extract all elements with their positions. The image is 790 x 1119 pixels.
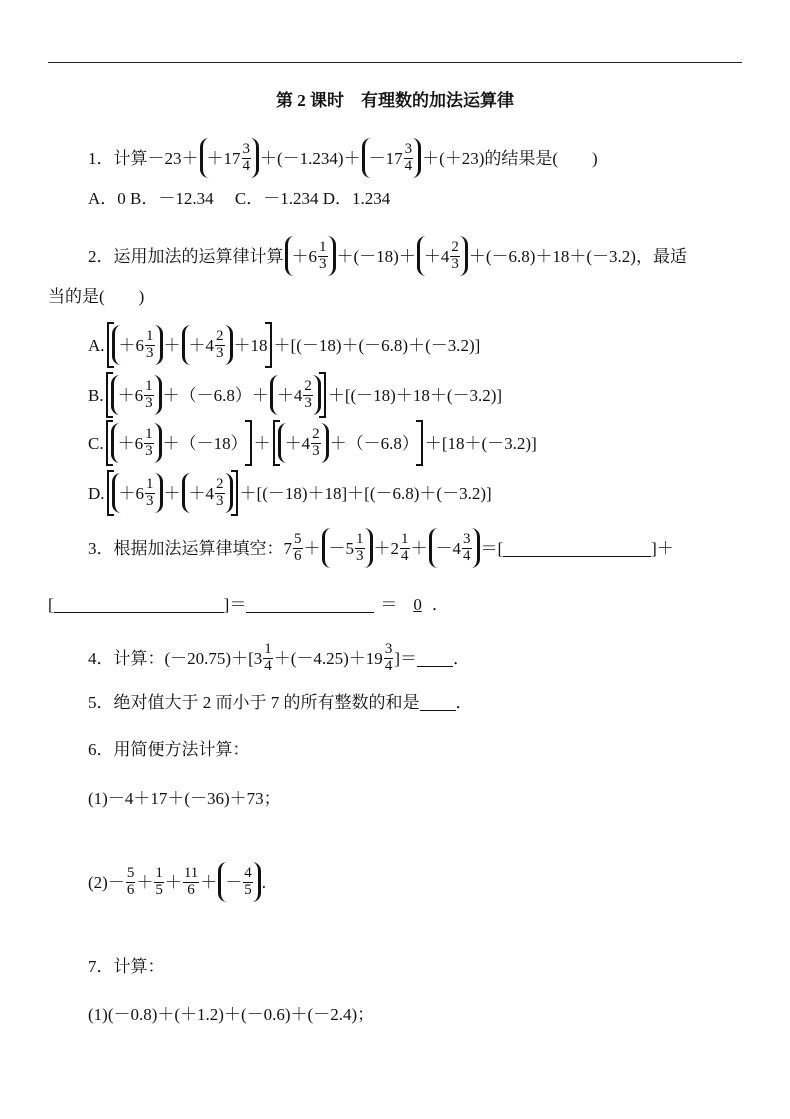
bracket-group: ＋6 $\frac{1}{3}$ ＋（－6.8）＋ ＋4 $\frac{2}{3}$ bbox=[106, 372, 326, 418]
fraction: $\frac{11}{6}$ bbox=[183, 864, 199, 898]
paren-group: ＋4 $\frac{2}{3}$ bbox=[417, 236, 468, 276]
answer-blank[interactable] bbox=[417, 650, 453, 667]
question-1: 1．计算－23＋ ＋17 $\frac{3}{4}$ ＋(－1.234)＋ －17 $\frac{3}{4}$ ＋(＋23)的结果是( ) bbox=[88, 138, 598, 178]
fraction: $\frac{1}{3}$ bbox=[319, 238, 327, 272]
bracket-group: ＋4 $\frac{2}{3}$ ＋（－6.8） bbox=[273, 420, 423, 466]
paren-group: ＋6 $\frac{1}{3}$ bbox=[285, 236, 336, 276]
answer-blank[interactable] bbox=[246, 596, 374, 613]
fraction: $\frac{2}{3}$ bbox=[451, 238, 459, 272]
fraction: $\frac{1}{4}$ bbox=[264, 641, 272, 674]
paren-group: ＋4 $\frac{2}{3}$ bbox=[278, 423, 329, 463]
question-1-options: A．0 B．－12.34 C．－1.234 D．1.234 bbox=[88, 189, 391, 208]
paren-group: ＋4 $\frac{2}{3}$ bbox=[182, 325, 233, 365]
paren-group: ＋17 $\frac{3}{4}$ bbox=[200, 138, 260, 178]
bracket-group: ＋6 $\frac{1}{3}$ ＋ ＋4 $\frac{2}{3}$ ＋18 bbox=[107, 322, 272, 368]
fraction: $\frac{3}{4}$ bbox=[242, 140, 250, 174]
paren-group: －17 $\frac{3}{4}$ bbox=[362, 138, 422, 178]
answer-blank[interactable] bbox=[420, 694, 456, 711]
bracket-group: ＋6 $\frac{1}{3}$ ＋ ＋4 $\frac{2}{3}$ bbox=[107, 470, 238, 516]
page-title: 第 2 课时 有理数的加法运算律 bbox=[276, 91, 514, 110]
question-5: 5．绝对值大于 2 而小于 7 的所有整数的和是 ． bbox=[88, 693, 473, 712]
paren-group: ＋6 $\frac{1}{3}$ bbox=[111, 375, 162, 415]
paren-group: ＋4 $\frac{2}{3}$ bbox=[182, 473, 233, 513]
paren-group: －4 $\frac{3}{4}$ bbox=[429, 528, 480, 568]
question-2-line2: 当的是( ) bbox=[48, 287, 145, 306]
paren-group: －5 $\frac{1}{3}$ bbox=[322, 528, 373, 568]
question-7-part-1: (1)(－0.8)＋(＋1.2)＋(－0.6)＋(－2.4)； bbox=[88, 1005, 375, 1024]
question-7: 7．计算： bbox=[88, 957, 165, 976]
question-2-option-c: C. ＋6 $\frac{1}{3}$ ＋（－18） ＋ ＋4 $\frac{2}{3}$ ＋（－6.8） ＋[18＋(－3.2)] bbox=[88, 420, 537, 466]
question-2-option-a: A. ＋6 $\frac{1}{3}$ ＋ ＋4 $\frac{2}{3}$ ＋18 ＋[(－18)＋(－6.8)＋(－3.2)] bbox=[88, 322, 480, 368]
fraction: $\frac{5}{6}$ bbox=[126, 864, 135, 898]
paren-group: ＋6 $\frac{1}{3}$ bbox=[111, 423, 162, 463]
question-6-part-2: (2)－ $\frac{5}{6}$ ＋ $\frac{1}{5}$ ＋ $\frac{11}{6}$ ＋ － $\frac{4}{5}$ . bbox=[88, 862, 266, 902]
header-rule bbox=[48, 62, 742, 63]
question-3: 3．根据加法运算律填空： 7 $\frac{5}{6}$ ＋ －5 $\frac{1}{3}$ ＋ 2 $\frac{1}{4}$ ＋ －4 $\frac{3}{4}$ ＝[ ]＋ bbox=[88, 528, 674, 568]
fraction: $\frac{3}{4}$ bbox=[384, 641, 393, 674]
answer-blank[interactable] bbox=[503, 540, 651, 557]
fraction: $\frac{5}{6}$ bbox=[294, 530, 302, 564]
question-3-line2: [ ]＝ ＝ 0 ． bbox=[48, 595, 449, 614]
paren-group: － $\frac{4}{5}$ bbox=[218, 862, 261, 902]
bracket-group: ＋6 $\frac{1}{3}$ ＋（－18） bbox=[106, 420, 252, 466]
question-2-option-d: D. ＋6 $\frac{1}{3}$ ＋ ＋4 $\frac{2}{3}$ ＋[(－18)＋18]＋[(－6.8)＋(－3.2)] bbox=[88, 470, 492, 516]
fraction: $\frac{1}{5}$ bbox=[155, 864, 163, 898]
question-2: 2．运用加法的运算律计算 ＋6 $\frac{1}{3}$ ＋(－18)＋ ＋4 $\frac{2}{3}$ ＋(－6.8)＋18＋(－3.2)，最适 bbox=[88, 236, 687, 276]
question-6: 6．用简便方法计算： bbox=[88, 740, 250, 759]
question-4: 4．计算：(－20.75)＋[3 $\frac{1}{4}$ ＋(－4.25)＋19 $\frac{3}{4}$ ]＝ ． bbox=[88, 641, 470, 674]
question-6-part-1: (1)－4＋17＋(－36)＋73； bbox=[88, 789, 281, 808]
fraction: $\frac{3}{4}$ bbox=[404, 140, 413, 174]
paren-group: ＋4 $\frac{2}{3}$ bbox=[270, 375, 321, 415]
paren-group: ＋6 $\frac{1}{3}$ bbox=[112, 473, 163, 513]
fraction: $\frac{1}{4}$ bbox=[401, 530, 409, 564]
paren-group: ＋6 $\frac{1}{3}$ bbox=[112, 325, 163, 365]
answer-blank[interactable] bbox=[54, 596, 224, 613]
answer-zero: 0 bbox=[413, 595, 422, 614]
question-2-option-b: B. ＋6 $\frac{1}{3}$ ＋（－6.8）＋ ＋4 $\frac{2}{3}$ ＋[(－18)＋18＋(－3.2)] bbox=[88, 372, 502, 418]
